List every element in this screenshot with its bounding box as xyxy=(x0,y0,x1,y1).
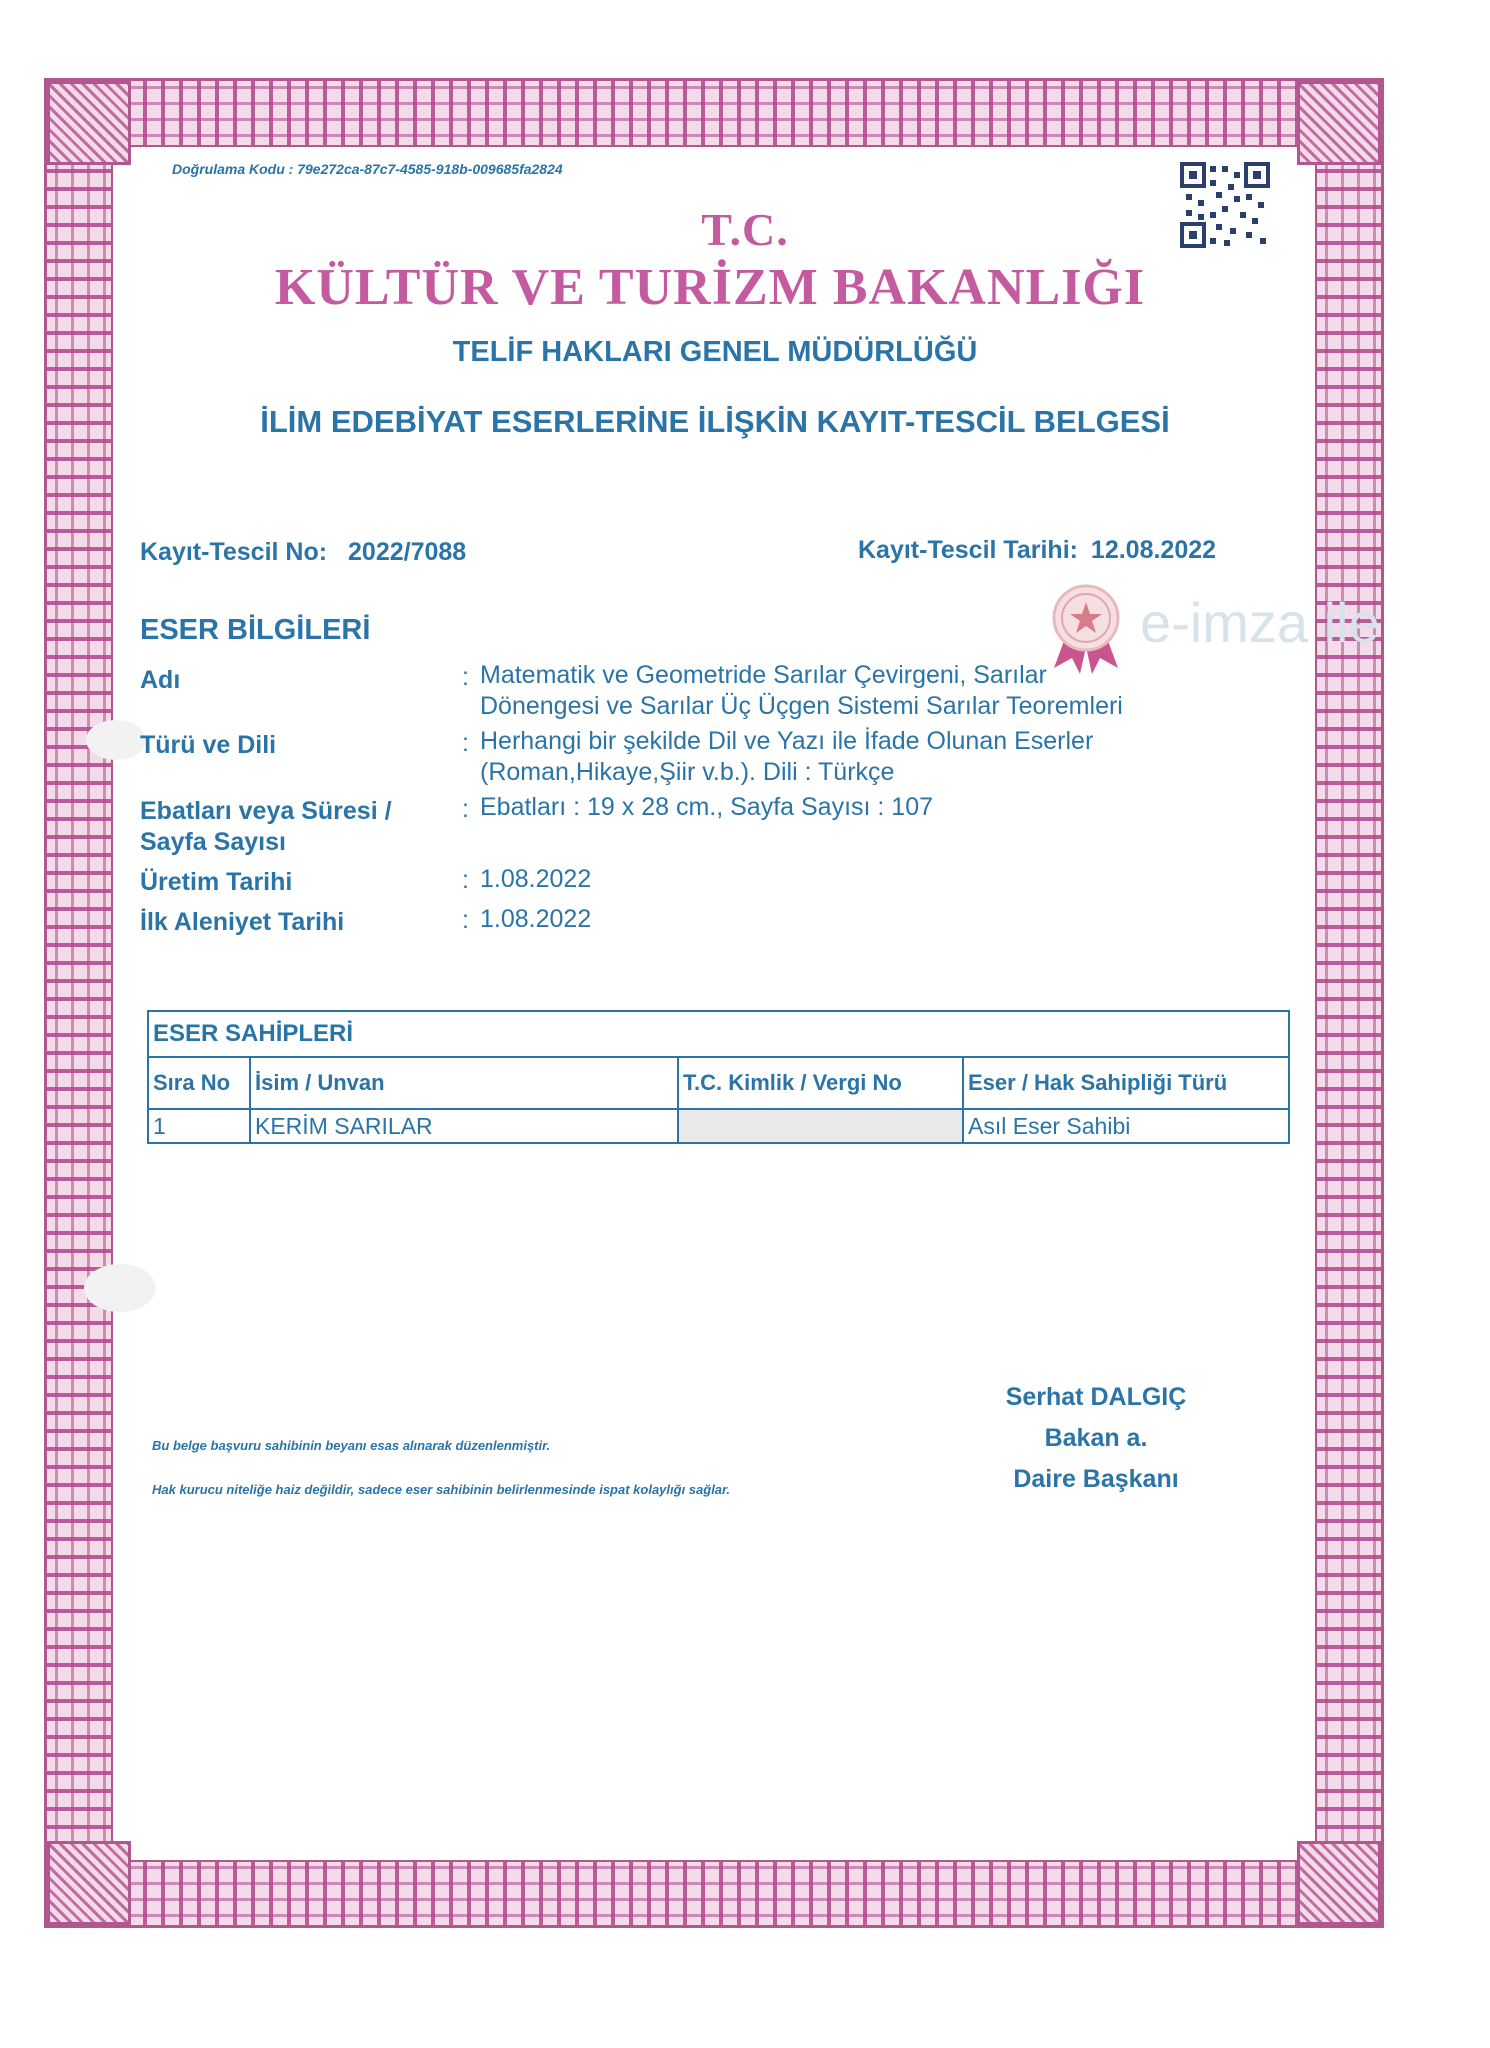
size-value: Ebatları : 19 x 28 cm., Sayfa Sayısı : 107 xyxy=(480,793,934,821)
colon: : xyxy=(462,795,469,823)
owners-table-header-row xyxy=(148,1057,1289,1109)
registration-number xyxy=(140,538,466,567)
e-signature-watermark: e-imza ile xyxy=(1140,591,1380,654)
work-name-value xyxy=(480,660,1123,722)
registration-date-value: 12.08.2022 xyxy=(1090,536,1217,564)
work-type-value xyxy=(480,726,1093,788)
registration-date-label: Kayıt-Tescil Tarihi: xyxy=(858,536,1078,564)
scan-stain xyxy=(84,1264,156,1312)
work-type-line: (Roman,Hikaye,Şiir v.b.). Dili : Türkçe xyxy=(480,758,895,786)
registration-date xyxy=(858,536,1216,565)
certificate-title: İLİM EDEBİYAT ESERLERİNE İLİŞKİN KAYIT-TESCİL BELGESİ xyxy=(260,404,1170,439)
work-name-label: Adı xyxy=(140,666,181,694)
footnote: Bu belge başvuru sahibinin beyanı esas alınarak düzenlenmiştir. xyxy=(152,1438,551,1453)
size-label-line: Ebatları veya Süresi / xyxy=(140,797,392,825)
tc-heading: T.C. xyxy=(701,204,789,255)
production-date-label: Üretim Tarihi xyxy=(140,868,293,896)
size-label xyxy=(140,796,392,858)
work-type-line: Herhangi bir şekilde Dil ve Yazı ile İfade Olunan Eserler xyxy=(480,727,1094,755)
size-label-line: Sayfa Sayısı xyxy=(140,828,286,856)
first-publication-date-value: 1.08.2022 xyxy=(480,905,592,933)
owners-table-title: ESER SAHİPLERİ xyxy=(148,1011,1289,1057)
colon: : xyxy=(462,663,469,691)
owners-table-title-row xyxy=(148,1011,1289,1057)
work-name-line: Matematik ve Geometride Sarılar Çevirgeni, Sarılar xyxy=(480,661,1047,689)
verification-code: Doğrulama Kodu : 79e272ca-87c7-4585-918b-009685fa2824 xyxy=(172,161,563,177)
column-header-no: Sıra No xyxy=(148,1057,250,1109)
directorate-heading: TELİF HAKLARI GENEL MÜDÜRLÜĞÜ xyxy=(452,336,978,368)
colon: : xyxy=(462,729,469,757)
scan-stain xyxy=(86,720,146,760)
registration-number-label: Kayıt-Tescil No: xyxy=(140,538,328,566)
owner-no: 1 xyxy=(148,1109,250,1143)
colon: : xyxy=(462,866,469,894)
certificate-body xyxy=(111,145,1317,1862)
owner-ownership-type: Asıl Eser Sahibi xyxy=(963,1109,1289,1143)
ministry-heading: KÜLTÜR VE TURİZM BAKANLIĞI xyxy=(274,259,1146,316)
owner-id-redacted xyxy=(678,1109,963,1143)
first-publication-date-label: İlk Aleniyet Tarihi xyxy=(140,908,345,936)
signature-block xyxy=(966,1383,1226,1494)
owners-table xyxy=(147,1010,1290,1144)
signatory-on-behalf: Bakan a. xyxy=(1044,1424,1148,1452)
border-pattern-top xyxy=(47,81,1381,145)
signatory-name: Serhat DALGIÇ xyxy=(1005,1383,1187,1411)
corner-ornament-top-right xyxy=(1297,81,1381,165)
owner-name: KERİM SARILAR xyxy=(250,1109,678,1143)
colon: : xyxy=(462,906,469,934)
column-header-ownership-type: Eser / Hak Sahipliği Türü xyxy=(963,1057,1289,1109)
work-name-line: Dönengesi ve Sarılar Üç Üçgen Sistemi Sarılar Teoremleri xyxy=(480,692,1123,720)
work-type-label: Türü ve Dili xyxy=(140,731,277,759)
column-header-id: T.C. Kimlik / Vergi No xyxy=(678,1057,963,1109)
signatory-title: Daire Başkanı xyxy=(1013,1465,1179,1493)
corner-ornament-bottom-right xyxy=(1297,1841,1381,1925)
registration-number-value: 2022/7088 xyxy=(348,538,467,566)
corner-ornament-top-left xyxy=(47,81,131,165)
column-header-name: İsim / Unvan xyxy=(250,1057,678,1109)
footnote: Hak kurucu niteliğe haiz değildir, sadece eser sahibinin belirlenmesinde ispat kolaylığı sağlar. xyxy=(152,1482,730,1497)
table-row xyxy=(148,1109,1289,1143)
corner-ornament-bottom-left xyxy=(47,1841,131,1925)
border-pattern-bottom xyxy=(47,1862,1381,1925)
work-info-title: ESER BİLGİLERİ xyxy=(140,614,371,646)
production-date-value: 1.08.2022 xyxy=(480,865,592,893)
